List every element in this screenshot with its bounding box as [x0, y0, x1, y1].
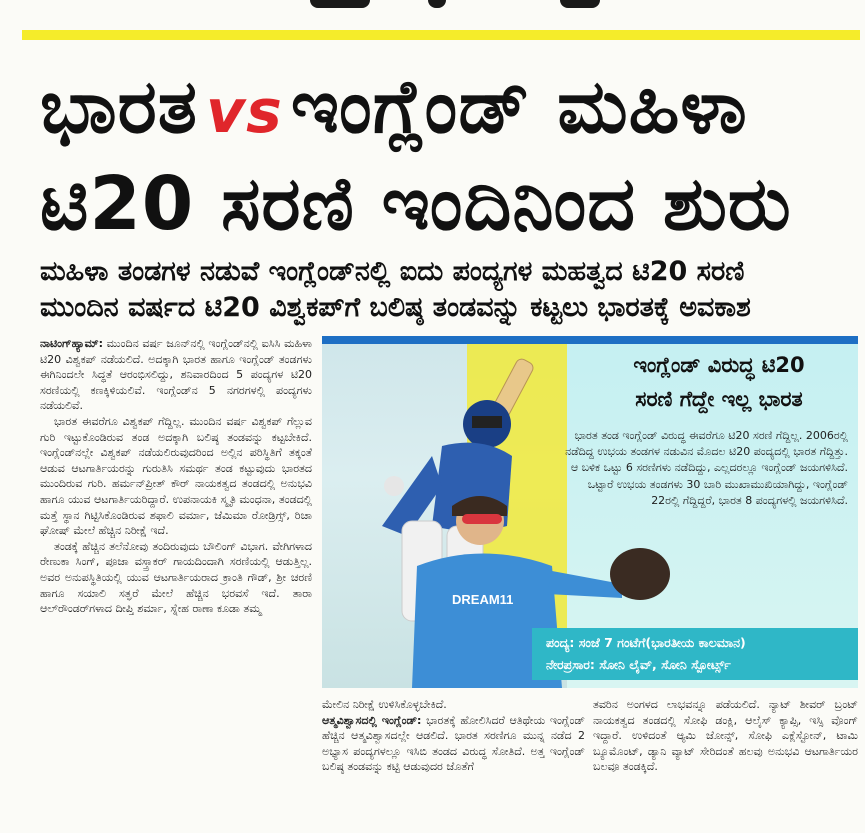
feature-photo — [322, 336, 858, 688]
deck-line1: ಮಹಿಳಾ ತಂಡಗಳ ನಡುವೆ ಇಂಗ್ಲೆಂಡ್‌ನಲ್ಲಿ ಐದು ಪಂದ್ಯಗಳ ಮಹತ್ವದ ಟಿ20 ಸರಣಿ — [40, 256, 745, 287]
caption-broadcast: ನೇರಪ್ರಸಾರ: ಸೋನಿ ಲೈವ್, ಸೋನಿ ಸ್ಪೋರ್ಟ್ಸ್ — [546, 657, 731, 672]
masthead-fragment — [0, 0, 865, 12]
paragraph-2: ಭಾರತ ಈವರೆಗೂ ವಿಶ್ವಕಪ್ ಗೆದ್ದಿಲ್ಲ. ಮುಂದಿನ ವರ್ಷ ವಿಶ್ವಕಪ್ ಗೆಲ್ಲುವ ಗುರಿ ಇಟ್ಟುಕೊಂಡಿರುವ ತಂಡ ಅದಕ್ಕಾಗಿ ಬಲಿಷ್ಠ ತಂಡವನ್ನು ಕಟ್ಟಬೇಕಿದೆ. ಇಂಗ್ಲೆಂಡ್‌ನಲ್ಲೇ ವಿಶ್ವಕಪ್ ನಡೆಯಲಿರುವುದರಿಂದ ಅಲ್ಲಿನ ಪರಿಸ್ಥಿತಿಗೆ ತಕ್ಕಂತೆ ಆಡುವ ಆಟಗಾರ್ತಿಯರನ್ನು ಗುರುತಿಸಿ ಸಮರ್ಥ ತಂಡ ಕಟ್ಟುವುದು ಭಾರತದ ಮುಂದಿರುವ ಗುರಿ. ಹರ್ಮನ್‌ಪ್ರೀತ್ ಕೌರ್ ನಾಯಕತ್ವದ ತಂಡದಲ್ಲಿ ಅನುಭವಿ ಹಾಗೂ ಯುವ ಆಟಗಾರ್ತಿಯರಿದ್ದಾರೆ. ಉಪನಾಯಕಿ ಸ್ಮೃತಿ ಮಂಧನಾ, ತಂಡದಲ್ಲಿ ಮತ್ತೆ ಸ್ಥಾನ ಗಿಟ್ಟಿಸಿಕೊಂಡಿರುವ ಶಫಾಲಿ ವರ್ಮಾ, ಜೆಮಿಮಾ ರೋಡ್ರಿಗ್ಸ್, ರಿಚಾ ಘೋಷ್ ಮೇಲೆ ಹೆಚ್ಚಿನ ನಿರೀಕ್ಷೆ ಇದೆ. — [40, 414, 312, 538]
infobox-title — [584, 348, 854, 416]
headline-word-england: ಇಂಗ್ಲೆಂಡ್ ಮಹಿಳಾ — [290, 64, 748, 150]
headline-line1 — [40, 52, 860, 162]
jersey-sponsor: DREAM11 — [452, 592, 514, 607]
dateline: ನಾಟಿಂಗ್‌ಹ್ಯಾಮ್: — [40, 337, 104, 350]
paragraph-4: ಮೇಲಿನ ನಿರೀಕ್ಷೆ ಉಳಿಸಿಕೊಳ್ಳಬೇಕಿದೆ. — [322, 698, 447, 711]
deck-line2: ಮುಂದಿನ ವರ್ಷದ ಟಿ20 ವಿಶ್ವಕಪ್‌ಗೆ ಬಲಿಷ್ಠ ತಂಡವನ್ನು ಕಟ್ಟಲು ಭಾರತಕ್ಕೆ ಅವಕಾಶ — [40, 292, 751, 323]
accent-rule — [22, 30, 860, 40]
caption-time: ಪಂದ್ಯ: ಸಂಜೆ 7 ಗಂಟೆಗೆ(ಭಾರತೀಯ ಕಾಲಮಾನ) — [546, 635, 746, 650]
match-caption — [532, 628, 858, 680]
paragraph-6: ತವರಿನ ಅಂಗಳದ ಲಾಭವನ್ನೂ ಪಡೆಯಲಿದೆ. ನ್ಯಾಟ್ ಶೀವರ್ ಬ್ರಂಟ್ ನಾಯಕತ್ವದ ತಂಡದಲ್ಲಿ ಸೋಫಿ ಡಂಕ್ಲಿ, ಆಲೈಸ್ ಕ್ಯಾಪ್ಸಿ, ಇಸ್ಸಿ ವೊಂಗ್ ಇದ್ದಾರೆ. ಉಳಿದಂತೆ ಆ್ಯಮಿ ಜೋನ್ಸ್, ಸೋಫಿ ಎಕ್ಲೆಸ್ಟೋನ್, ಟಾಮಿ ಬ್ಯೂಮೊಂಟ್, ಡ್ಯಾನಿ ವ್ಯಾಟ್ ಸೇರಿದಂತೆ ಹಲವು ಅನುಭವಿ ಆಟಗಾರ್ತಿಯರ ಬಲವೂ ತಂಡಕ್ಕಿದೆ. — [593, 698, 858, 774]
infobox-text: ಭಾರತ ತಂಡ ಇಂಗ್ಲೆಂಡ್ ವಿರುದ್ಧ ಈವರೆಗೂ ಟಿ20 ಸರಣಿ ಗೆದ್ದಿಲ್ಲ. 2006ರಲ್ಲಿ ನಡೆದಿದ್ದ ಉಭಯ ತಂಡಗಳ ನಡುವಿನ ಮೊದಲ ಟಿ20 ಪಂದ್ಯದಲ್ಲಿ ಭಾರತ ಗೆದ್ದಿತ್ತು. ಆ ಬಳಿಕ ಒಟ್ಟು 6 ಸರಣಿಗಳು ನಡೆದಿದ್ದು, ಎಲ್ಲದರಲ್ಲೂ ಇಂಗ್ಲೆಂಡ್ ಜಯಗಳಿಸಿದೆ. ಒಟ್ಟಾರೆ ಉಭಯ ತಂಡಗಳು 30 ಬಾರಿ ಮುಖಾಮುಖಿಯಾಗಿದ್ದು, ಇಂಗ್ಲೆಂಡ್ 22ರಲ್ಲಿ ಗೆದ್ದಿದ್ದರೆ, ಭಾರತ 8 ಪಂದ್ಯಗಳಲ್ಲಿ ಜಯಗಳಿಸಿದೆ. — [565, 429, 848, 507]
headline-word-bharata: ಭಾರತ — [40, 64, 199, 150]
headline-line2: ಟಿ20 ಸರಣಿ ಇಂದಿನಿಂದ ಶುರು — [40, 161, 792, 247]
article-column-1 — [40, 336, 312, 821]
article-column-2 — [322, 697, 585, 822]
article-column-3 — [593, 697, 858, 822]
infobox-title-line2: ಸರಣಿ ಗೆದ್ದೇ ಇಲ್ಲ ಭಾರತ — [635, 387, 803, 411]
vs-mark: vs — [206, 77, 283, 147]
paragraph-1: ಮುಂದಿನ ವರ್ಷ ಜೂನ್‌ನಲ್ಲಿ ಇಂಗ್ಲೆಂಡ್‌ನಲ್ಲಿ ಐಸಿಸಿ ಮಹಿಳಾ ಟಿ20 ವಿಶ್ವಕಪ್ ನಡೆಯಲಿದೆ. ಅದಕ್ಕಾಗಿ ಭಾರತ ಹಾಗೂ ಇಂಗ್ಲೆಂಡ್ ತಂಡಗಳು ಈಗಿನಿಂದಲೇ ಸಿದ್ಧತೆ ಆರಂಭಿಸಲಿದ್ದು, ಶನಿವಾರದಿಂದ 5 ಪಂದ್ಯಗಳ ಟಿ20 ಸರಣಿಯಲ್ಲಿ ಕಣಕ್ಕಿಳಿಯಲಿವೆ. ಇಂಗ್ಲೆಂಡ್‌ನ 5 ನಗರಗಳಲ್ಲಿ ಪಂದ್ಯಗಳು ನಡೆಯಲಿವೆ. — [40, 337, 312, 413]
subhead-england: ಆತ್ಮವಿಶ್ವಾಸದಲ್ಲಿ ಇಂಗ್ಲೆಂಡ್: — [322, 713, 422, 727]
paragraph-5: ಭಾರತಕ್ಕೆ ಹೋಲಿಸಿದರೆ ಆತಿಥೇಯ ಇಂಗ್ಲೆಂಡ್ ಹೆಚ್ಚಿನ ಆತ್ಮವಿಶ್ವಾಸದಲ್ಲೇ ಆಡಲಿದೆ. ಭಾರತ ಸರಣಿಗೂ ಮುನ್ನ ನಡೆದ 2 ಅಭ್ಯಾಸ ಪಂದ್ಯಗಳಲ್ಲೂ ಇಸಿಬಿ ತಂಡದ ವಿರುದ್ಧ ಸೋತಿದೆ. ಅತ್ತ ಇಂಗ್ಲೆಂಡ್ ಬಲಿಷ್ಠ ತಂಡವನ್ನು ಕಟ್ಟಿ ಆಡುವುದರ ಜೊತೆಗೆ — [322, 713, 585, 774]
infobox-title-line1: ಇಂಗ್ಲೆಂಡ್ ವಿರುದ್ಧ ಟಿ20 — [633, 353, 805, 377]
paragraph-3: ತಂಡಕ್ಕೆ ಹೆಚ್ಚಿನ ತಲೆನೋವು ತಂದಿರುವುದು ಬೌಲಿಂಗ್ ವಿಭಾಗ. ವೇಗಿಗಳಾದ ರೇಣುಕಾ ಸಿಂಗ್, ಪೂಜಾ ವಸ್ತ್ರಾಕರ್ ಗಾಯದಿಂದಾಗಿ ಸರಣಿಯಲ್ಲಿ ಆಡುತ್ತಿಲ್ಲ. ಅವರ ಅನುಪಸ್ಥಿತಿಯಲ್ಲಿ ಯುವ ಆಟಗಾರ್ತಿಯರಾದ ಕ್ರಾಂತಿ ಗೌಡ್, ಶ್ರೀ ಚರಣಿ ಹಾಗೂ ಸಯಾಲಿ ಸತ್ಘರೆ ಮೇಲೆ ಹೆಚ್ಚಿನ ಭರವಸೆ ಇದೆ. ತಾರಾ ಆಲ್‌ರೌಂಡರ್‌ಗಳಾದ ದೀಪ್ತಿ ಶರ್ಮಾ, ಸ್ನೇಹ ರಾಣಾ ಕೂಡಾ ತಮ್ಮ — [40, 539, 312, 616]
